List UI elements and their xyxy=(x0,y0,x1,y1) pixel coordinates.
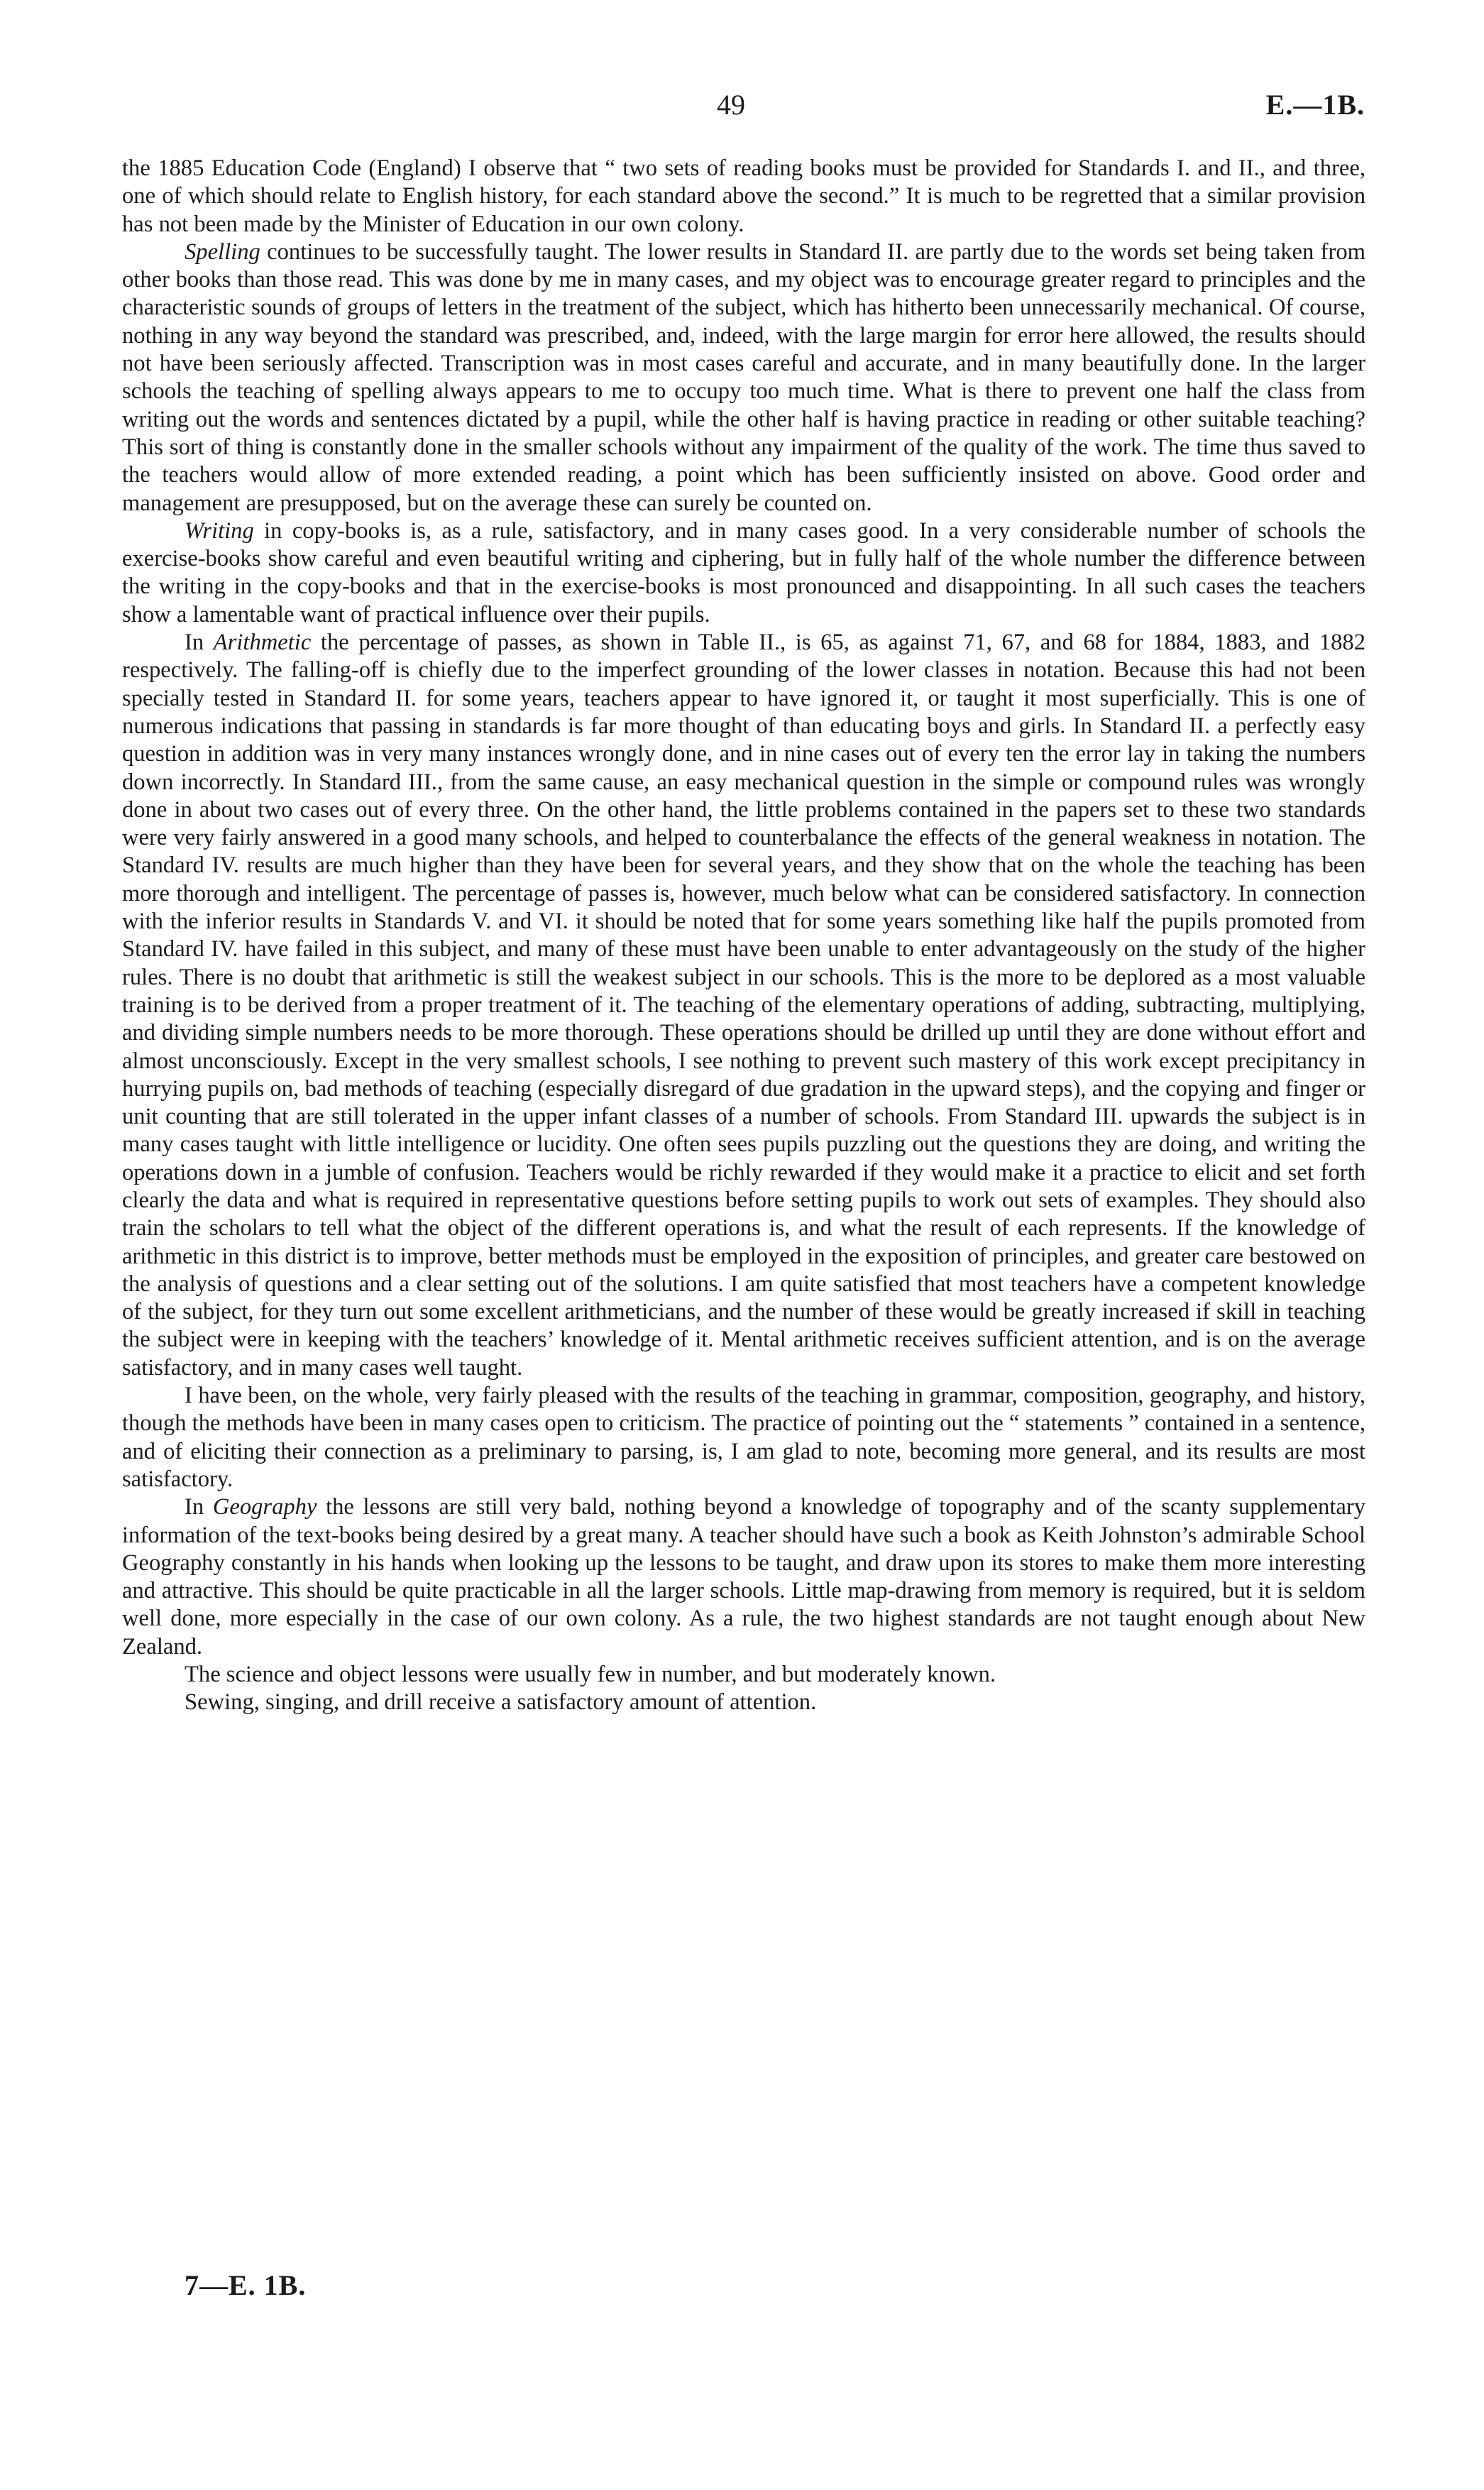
paragraph-geography: In Geography the lessons are still very bald, nothing beyond a knowledge of topography and of the scanty supplementary information of the text-books being desired by a great many. A teacher should have such a book as Keith Johnston’s admirable School Geography constantly in his hands when looking up the lessons to be taught, and draw upon its stores to make them more interesting and attractive. This should be quite practicable in all the larger schools. Little map-drawing from memory is required, but it is seldom well done, more especially in the case of our own colony. As a rule, the two highest standards are not taught enough about New Zealand. xyxy=(122,1494,1365,1660)
page-number: 49 xyxy=(717,89,745,121)
arithmetic-heading: Arithmetic xyxy=(213,630,312,656)
paragraph-reading-books: the 1885 Education Code (England) I observe that “ two sets of reading books must be provided for Standards I. and II., and three, one of which should relate to English history, for each standard above the second.” It is much to be regretted that a similar provision has not been made by the Minister of Education in our own colony. xyxy=(122,155,1365,237)
paragraph-writing: Writing in copy-books is, as a rule, satisfactory, and in many cases good. In a very considerable number of schools the exercise-books show careful and even beautiful writing and ciphering, but in fully half of the whole number the difference between the writing in the copy-books and that in the exercise-books is most pronounced and disappointing. In all such cases the teachers show a lamentable want of practical influence over their pupils. xyxy=(122,517,1365,627)
body-text xyxy=(122,155,1365,1717)
page-header xyxy=(0,84,1484,126)
paragraph-science: The science and object lessons were usually few in number, and but moderately known. xyxy=(185,1662,996,1688)
paragraph-grammar-composition: I have been, on the whole, very fairly pleased with the results of the teaching in grammar, composition, geography, and history, though the methods have been in many cases open to criticism. The practice of pointing out the “ statements ” contained in a sentence, and of eliciting their connection as a preliminary to parsing, is, I am glad to note, becoming more general, and its results are most satisfactory. xyxy=(122,1383,1365,1492)
geography-heading: Geography xyxy=(212,1494,317,1520)
signature-mark: 7—E. 1B. xyxy=(185,2269,307,2301)
document-reference: E.—1B. xyxy=(1265,89,1365,121)
paragraph-arithmetic: In Arithmetic the percentage of passes, as shown in Table II., is 65, as against 71, 67, and 68 for 1884, 1883, and 1882 respectively. The falling-off is chiefly due to the imperfect grounding of the lower classes in notation. Because this had not been specially tested in Standard II. for some years, teachers appear to have ignored it, or taught it most superficially. This is one of numerous indications that passing in standards is far more thought of than educating boys and girls. In Standard II. a perfectly easy question in addition was in very many instances wrongly done, and in nine cases out of every ten the error lay in taking the numbers down incorrectly. In Standard III., from the same cause, an easy mechanical question in the simple or compound rules was wrongly done in about two cases out of every three. On the other hand, the little problems contained in the papers set to these two standards were very fairly answered in a good many schools, and helped to counterbalance the effects of the general weakness in notation. The Standard IV. results are much higher than they have been for several years, and they show that on the whole the teaching has been more thorough and intelligent. The percentage of passes is, however, much below what can be considered satisfactory. In connection with the inferior results in Standards V. and VI. it should be noted that for some years something like half the pupils promoted from Standard IV. have failed in this subject, and many of these must have been unable to enter advantageously on the study of the higher rules. There is no doubt that arithmetic is still the weakest subject in our schools. This is the more to be deplored as a most valuable training is to be derived from a proper treatment of it. The teaching of the elementary operations of adding, subtracting, multiplying, and dividing simple numbers needs to be more thorough. These operations should be drilled up until they are done without effort and almost unconsciously. Except in the very smallest schools, I see nothing to prevent such mastery of this work except precipitancy in hurrying pupils on, bad methods of teaching (especially disregard of due gradation in the upward steps), and the copying and finger or unit counting that are still tolerated in the upper infant classes of a number of schools. From Standard III. upwards the subject is in many cases taught with little intelligence or lucidity. One often sees pupils puzzling out the questions they are doing, and writing the operations down in a jumble of confusion. Teachers would be richly rewarded if they would make it a practice to elicit and set forth clearly the data and what is required in representative questions before setting pupils to work out sets of examples. They should also train the scholars to tell what the object of the different operations is, and what the result of each represents. If the knowledge of arithmetic in this district is to improve, better methods must be employed in the exposition of principles, and greater care bestowed on the analysis of questions and a clear setting out of the solutions. I am quite satisfied that most teachers have a competent knowledge of the subject, for they turn out some excellent arithmeticians, and the number of these would be greatly increased if skill in teaching the subject were in keeping with the teachers’ knowledge of it. Mental arithmetic receives sufficient attention, and is on the average satisfactory, and in many cases well taught. xyxy=(122,630,1365,1381)
spelling-heading: Spelling xyxy=(185,238,260,265)
paragraph-sewing: Sewing, singing, and drill receive a satisfactory amount of attention. xyxy=(185,1689,817,1716)
writing-heading: Writing xyxy=(185,517,254,544)
paragraph-spelling: Spelling continues to be successfully taught. The lower results in Standard II. are partly due to the words set being taken from other books than those read. This was done by me in many cases, and my object was to encourage greater regard to principles and the characteristic sounds of groups of letters in the treatment of the subject, which has hitherto been unnecessarily mechanical. Of course, nothing in any way beyond the standard was prescribed, and, indeed, with the large margin for error here allowed, the results should not have been seriously affected. Transcription was in most cases careful and accurate, and in many beautifully done. In the larger schools the teaching of spelling always appears to me to occupy too much time. What is there to prevent one half the class from writing out the words and sentences dictated by a pupil, while the other half is having practice in reading or other suitable teaching? This sort of thing is constantly done in the smaller schools without any impairment of the quality of the work. The time thus saved to the teachers would allow of more extended reading, a point which has been sufficiently insisted on above. Good order and management are presupposed, but on the average these can surely be counted on. xyxy=(122,238,1365,516)
